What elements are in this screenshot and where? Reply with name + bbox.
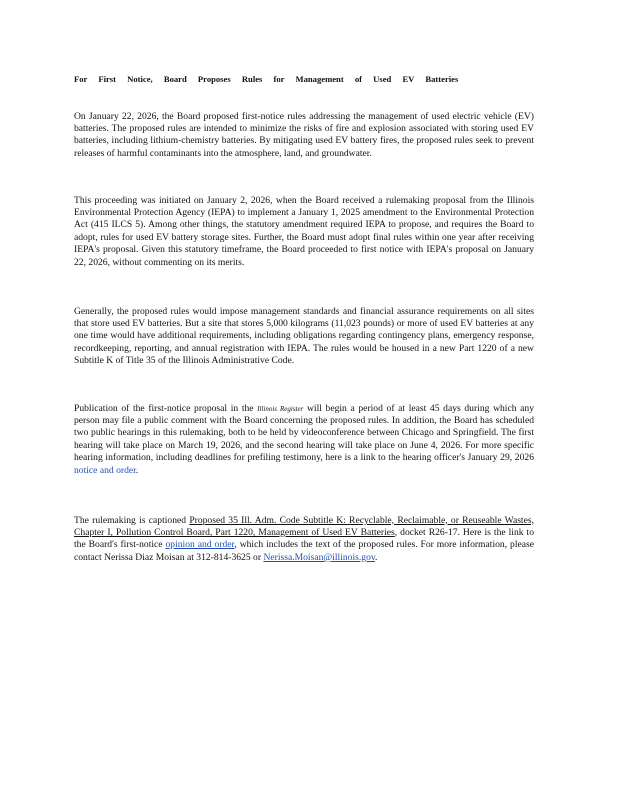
caption-text-1: The rulemaking is captioned xyxy=(74,514,190,526)
publication-text-1: Publication of the first-notice proposal in the xyxy=(74,402,258,414)
opinion-and-order-link[interactable]: opinion and order xyxy=(165,539,235,551)
caption-text-3: , which includes the text of the proposed rules. For more information, please contact Nerissa Diaz Moisan at 312-814-3625 or xyxy=(74,539,534,563)
paragraph-proceeding: This proceeding was initiated on January 2, 2026, when the Board received a rulemaking proposal from the Illinois Environmental Protection Agency (IEPA) to implement a January 1, 2025 amendment to the Environmental Protection Act (415 ILCS 5). Among other things, the statutory amendment required IEPA to propose, and requires the Board to adopt, rules for used EV battery storage sites. Further, the Board must adopt final rules within one year after receiving IEPA's proposal. Given this statutory timeframe, the Board proceeded to first notice with IEPA's proposal on January 22, 2026, without commenting on its merits. xyxy=(74,194,534,268)
caption-text-4: . xyxy=(375,551,378,563)
caption-text-2: , docket R26-17. Here is the link to the Board's first-notice xyxy=(74,527,535,551)
rulemaking-caption: Proposed 35 Ill. Adm. Code Subtitle K: Recyclable, Reclaimable, or Reuseable Wastes, Chapter I, Pollution Control Board, Part 1220, Management of Used EV Batteries xyxy=(74,514,534,538)
paragraph-caption xyxy=(74,515,534,565)
notice-and-order-link[interactable]: notice and order xyxy=(74,464,136,476)
publication-text-3: . xyxy=(135,464,139,476)
page-title: For First Notice, Board Proposes Rules for Management of Used EV Batteries xyxy=(74,74,459,84)
illinois-register-title: Illinois Register xyxy=(257,404,304,413)
paragraph-requirements: Generally, the proposed rules would impose management standards and financial assurance requirements on all sites that store used EV batteries. But a site that stores 5,000 kilograms (11,023 pounds) or more of used EV batteries at any one time would have additional requirements, including obligations regarding contingency plans, emergency response, recordkeeping, reporting, and annual registration with IEPA. The rules would be housed in a new Part 1220 of a new Subtitle K of Title 35 of the Illinois Administrative Code. xyxy=(74,305,534,367)
publication-text-2: will begin a period of at least 45 days during which any person may file a public comment with the Board concerning the proposed rules. In addition, the Board has scheduled two public hearings in this rulemaking, both to be held by videoconference between Chicago and Springfield. The first hearing will take place on March 19, 2026, and the second hearing will take place on June 4, 2026. For more specific hearing information, including deadlines for prefiling testimony, here is a link to the hearing officer's January 29, 2026 xyxy=(74,402,535,464)
paragraph-publication xyxy=(74,403,534,477)
paragraph-intro: On January 22, 2026, the Board proposed first-notice rules addressing the management of used electric vehicle (EV) batteries. The proposed rules are intended to minimize the risks of fire and explosion associated with storing used EV batteries, including lithium-chemistry batteries. By mitigating used EV battery fires, the proposed rules seek to prevent releases of harmful contaminants into the atmosphere, land, and groundwater. xyxy=(74,110,534,159)
email-link[interactable]: Nerissa.Moisan@illinois.gov xyxy=(263,551,376,563)
